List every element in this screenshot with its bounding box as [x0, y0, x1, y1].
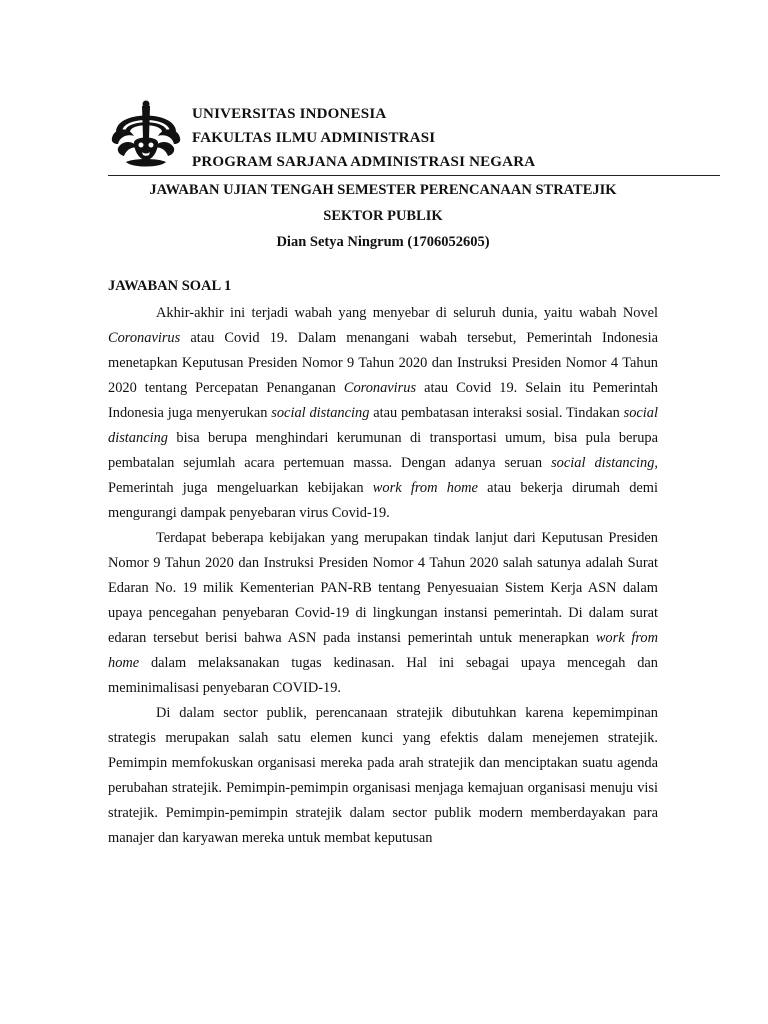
makara-logo-icon	[108, 98, 184, 170]
document-header	[108, 177, 658, 255]
document-body	[108, 301, 658, 851]
document-title-line2: SEKTOR PUBLIK	[323, 208, 443, 224]
paragraph-3: Di dalam sector publik, perencanaan stratejik dibutuhkan karena kepemimpinan strategis merupakan salah satu elemen kunci yang efektis dalam menejemen stratejik. Pemimpin memfokuskan organisasi mereka pada arah stratejik dan menciptakan suatu agenda perubahan stratejik. Pemimpin-pemimpin organisasi menjaga kemajuan organisasi menuju visi stratejik. Pemimpin-pemimpin stratejik dalam sector publik modern memberdayakan para manajer dan karyawan mereka untuk membat keputusan	[108, 705, 658, 846]
letterhead-divider	[108, 175, 720, 176]
letterhead	[108, 98, 720, 178]
author-line: Dian Setya Ningrum (1706052605)	[276, 234, 490, 250]
institution-block	[192, 102, 535, 174]
paragraph-1: Akhir-akhir ini terjadi wabah yang menyebar di seluruh dunia, yaitu wabah Novel Coronavirus atau Covid 19. Dalam menangani wabah tersebut, Pemerintah Indonesia menetapkan Keputusan Presiden Nomor 9 Tahun 2020 dan Instruksi Presiden Nomor 4 Tahun 2020 tentang Percepatan Penanganan Coronavirus atau Covid 19. Selain itu Pemerintah Indonesia juga menyerukan social distancing atau pembatasan interaksi sosial. Tindakan social distancing bisa berupa menghindari kerumunan di transportasi umum, bisa pula berupa pembatalan sejumlah acara pertemuan massa. Dengan adanya seruan social distancing, Pemerintah juga mengeluarkan kebijakan work from home atau bekerja dirumah demi mengurangi dampak penyebaran virus Covid-19.	[108, 305, 658, 521]
document-title-line1: JAWABAN UJIAN TENGAH SEMESTER PERENCANAAN STRATEJIK	[149, 182, 617, 198]
paragraph-2: Terdapat beberapa kebijakan yang merupakan tindak lanjut dari Keputusan Presiden Nomor 9 Tahun 2020 dan Instruksi Presiden Nomor 4 Tahun 2020 salah satunya adalah Surat Edaran No. 19 milik Kementerian PAN-RB tentang Penyesuaian Sistem Kerja ASN dalam upaya pencegahan penyebaran Covid-19 di lingkungan instansi pemerintah. Di dalam surat edaran tersebut berisi bahwa ASN pada instansi pemerintah untuk menerapkan work from home dalam melaksanakan tugas kedinasan. Hal ini sebagai upaya mencegah dan meminimalisasi penyebaran COVID-19.	[108, 530, 658, 696]
section-heading: JAWABAN SOAL 1	[108, 278, 232, 294]
faculty-name: FAKULTAS ILMU ADMINISTRASI	[192, 130, 436, 146]
program-name: PROGRAM SARJANA ADMINISTRASI NEGARA	[192, 154, 536, 170]
university-name: UNIVERSITAS INDONESIA	[192, 106, 387, 122]
